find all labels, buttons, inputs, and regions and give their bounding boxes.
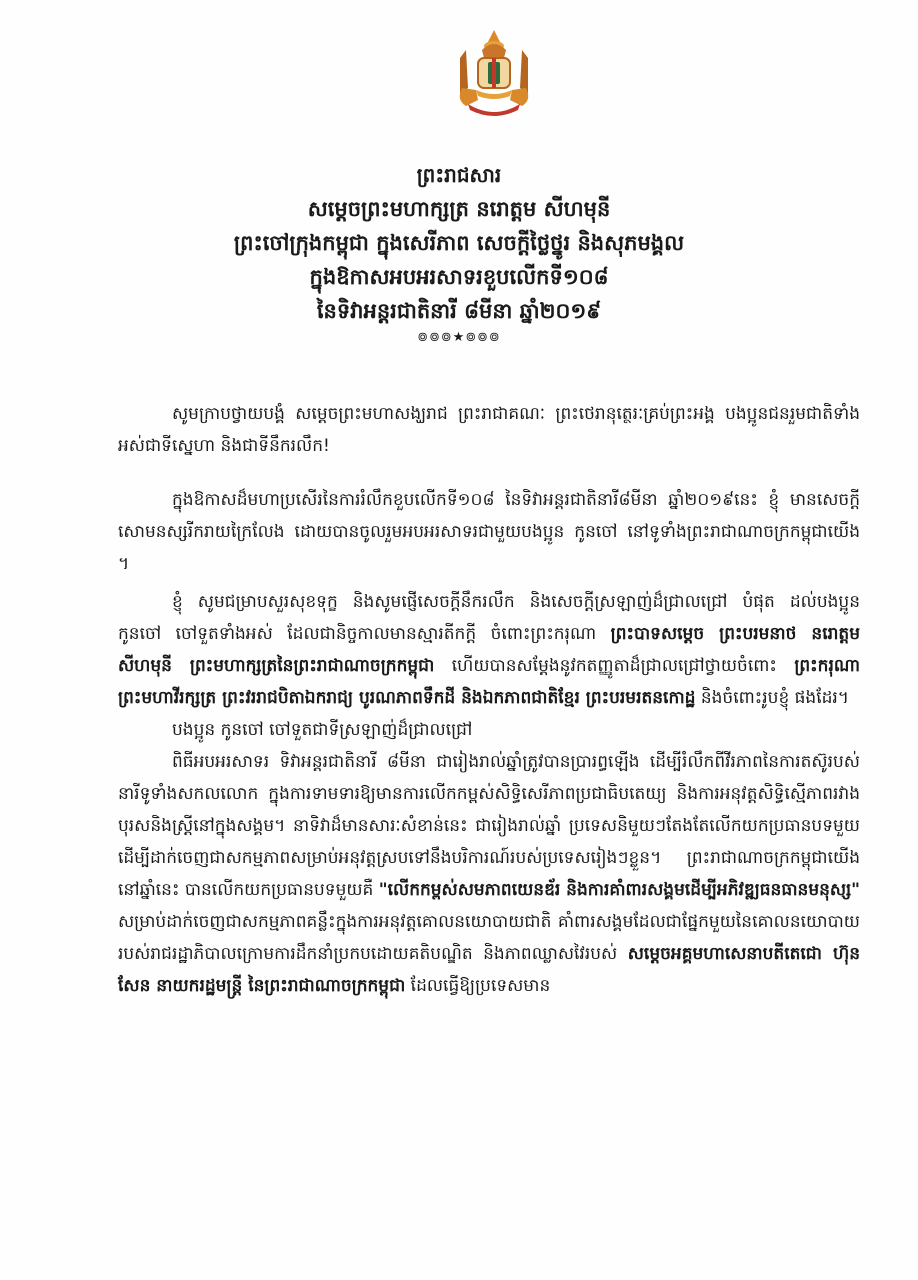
header-line-2: សម្តេចព្រះមហាក្សត្រ នរោត្តម សីហមុនី bbox=[307, 197, 611, 221]
header-ornament: ៙៙៙★៙៙៙ bbox=[417, 330, 501, 345]
royal-coat-of-arms-emblem bbox=[448, 28, 540, 120]
paragraph-text: និងចំពោះរូបខ្ញុំ ផងដែរ។ bbox=[695, 688, 850, 708]
greeting-paragraph: សូមក្រាបថ្វាយបង្គំ សម្តេចព្រះមហាសង្ឃរាជ ព្រះរាជាគណៈ ព្រះថេរានុត្ថេរៈគ្រប់ព្រះអង្គ បងប្អូនជនរួមជាតិទាំងអស់ជាទីស្នេហា និងជាទីនឹករលឹក! bbox=[118, 404, 860, 456]
header-line-5: នៃទិវាអន្តរជាតិនារី ៨មីនា ឆ្នាំ២០១៩ bbox=[316, 299, 602, 323]
greetings-to-people-paragraph bbox=[118, 586, 860, 714]
king-title-bold: ព្រះបាទសម្តេច ព្រះបរមនាថ នរោត្តម សីហមុនី ព្រះមហាក្សត្រនៃព្រះរាជាណាចក្រកម្ពុជា bbox=[118, 624, 860, 676]
header-line-4: ក្នុងឱកាសអបអរសាទរខួបលើកទី១០៨ bbox=[309, 265, 609, 289]
letter-body bbox=[118, 398, 860, 1002]
letter-header bbox=[170, 158, 748, 348]
theme-paragraph bbox=[118, 746, 860, 1002]
paragraph-text: ដែលធ្វើឱ្យប្រទេសមាន bbox=[405, 976, 551, 996]
document-title: ព្រះរាជសារ bbox=[416, 163, 502, 187]
theme-title-bold: "លើកកម្ពស់សមភាពយេនឌ័រ និងការគាំពារសង្គមដើម្បីអភិវឌ្ឍធនធានមនុស្ស" bbox=[378, 880, 861, 900]
paragraph-text: សម្រាប់ដាក់ចេញជាសកម្មភាពគន្លឹះក្នុងការអនុវត្តគោលនយោបាយជាតិ គាំពារសង្គមដែលជាផ្នែកមួយនៃគោលនយោបាយរបស់រាជរដ្ឋាភិបាលក្រោមការដឹកនាំប្រកបដោយគតិបណ្ឌិត និងភាពឈ្លាសវៃរបស់ bbox=[118, 912, 860, 964]
paragraph-text: ខ្ញុំ សូមជម្រាបសួរសុខទុក្ខ និងសូមផ្ញើសេចក្តីនឹករលឹក និងសេចក្តីស្រឡាញ់ដ៏ជ្រាលជ្រៅ បំផុត ដល់បងប្អូន កូនចៅ ចៅទួតទាំងអស់ ដែលជានិច្ចកាលមានស្មារតីកក្តី ចំពោះព្រះករុណា bbox=[118, 592, 860, 644]
header-line-3: ព្រះចៅក្រុងកម្ពុជា ក្នុងសេរីភាព សេចក្តីថ្លៃថ្នូរ និងសុភមង្គល bbox=[233, 231, 685, 255]
king-father-title-bold: ព្រះករុណា ព្រះមហាវីរក្សត្រ ព្រះវររាជបិតាឯករាជ្យ បូរណភាពទឹកដី និងឯកភាពជាតិខ្មែរ ព្រះបរមរតនកោដ្ឋ bbox=[118, 656, 860, 708]
prime-minister-title-bold: សម្តេចអគ្គមហាសេនាបតីតេជោ ហ៊ុន សែន នាយករដ្ឋមន្ត្រី នៃព្រះរាជាណាចក្រកម្ពុជា bbox=[118, 944, 860, 996]
occasion-paragraph: ក្នុងឱកាសដ៏មហាប្រសើរនៃការរំលឹកខួបលើកទី១០៨ នៃទិវាអន្តរជាតិនារី៨មីនា ឆ្នាំ២០១៩នេះ ខ្ញុំ មានសេចក្តីសោមនស្សរីករាយក្រៃលែង ដោយបានចូលរួមអបអរសាទរជាមួយបងប្អូន កូនចៅ នៅទូទាំងព្រះរាជាណាចក្រកម្ពុជាយើង ។ bbox=[118, 490, 860, 574]
paragraph-text: ហើយបានសម្តែងនូវកតញ្ញូតាដ៏ជ្រាលជ្រៅថ្វាយចំពោះ bbox=[434, 656, 795, 676]
paragraph-text: ពិធីអបអរសាទរ ទិវាអន្តរជាតិនារី ៨មីនា ជារៀងរាល់ឆ្នាំត្រូវបានប្រារព្ធឡើង ដើម្បីរំលឹកពីវីរភាពនៃការតស៊ូរបស់នារីទូទាំងសកលលោក ក្នុងការទាមទារឱ្យមានការលើកកម្ពស់សិទ្ធិសេរីភាពប្រជាធិបតេយ្យ និងការអនុវត្តសិទ្ធិស្មើភាពរវាងបុរសនិងស្ត្រីនៅក្នុងសង្គម។ នាទិវាដ៏មានសារៈសំខាន់នេះ ជារៀងរាល់ឆ្នាំ ប្រទេសនិមួយៗតែងតែលើកយកប្រធានបទមួយ ដើម្បីដាក់ចេញជាសកម្មភាពសម្រាប់អនុវត្តស្របទៅនឹងបរិការណ៍របស់ប្រទេសរៀងៗខ្លួន។ ព្រះរាជាណាចក្រកម្ពុជាយើងនៅឆ្នាំនេះ បានលើកយកប្រធានបទមួយគឺ bbox=[118, 752, 860, 900]
address-line: បងប្អូន កូនចៅ ចៅទួតជាទីស្រឡាញ់ដ៏ជ្រាលជ្រៅ bbox=[172, 720, 473, 740]
